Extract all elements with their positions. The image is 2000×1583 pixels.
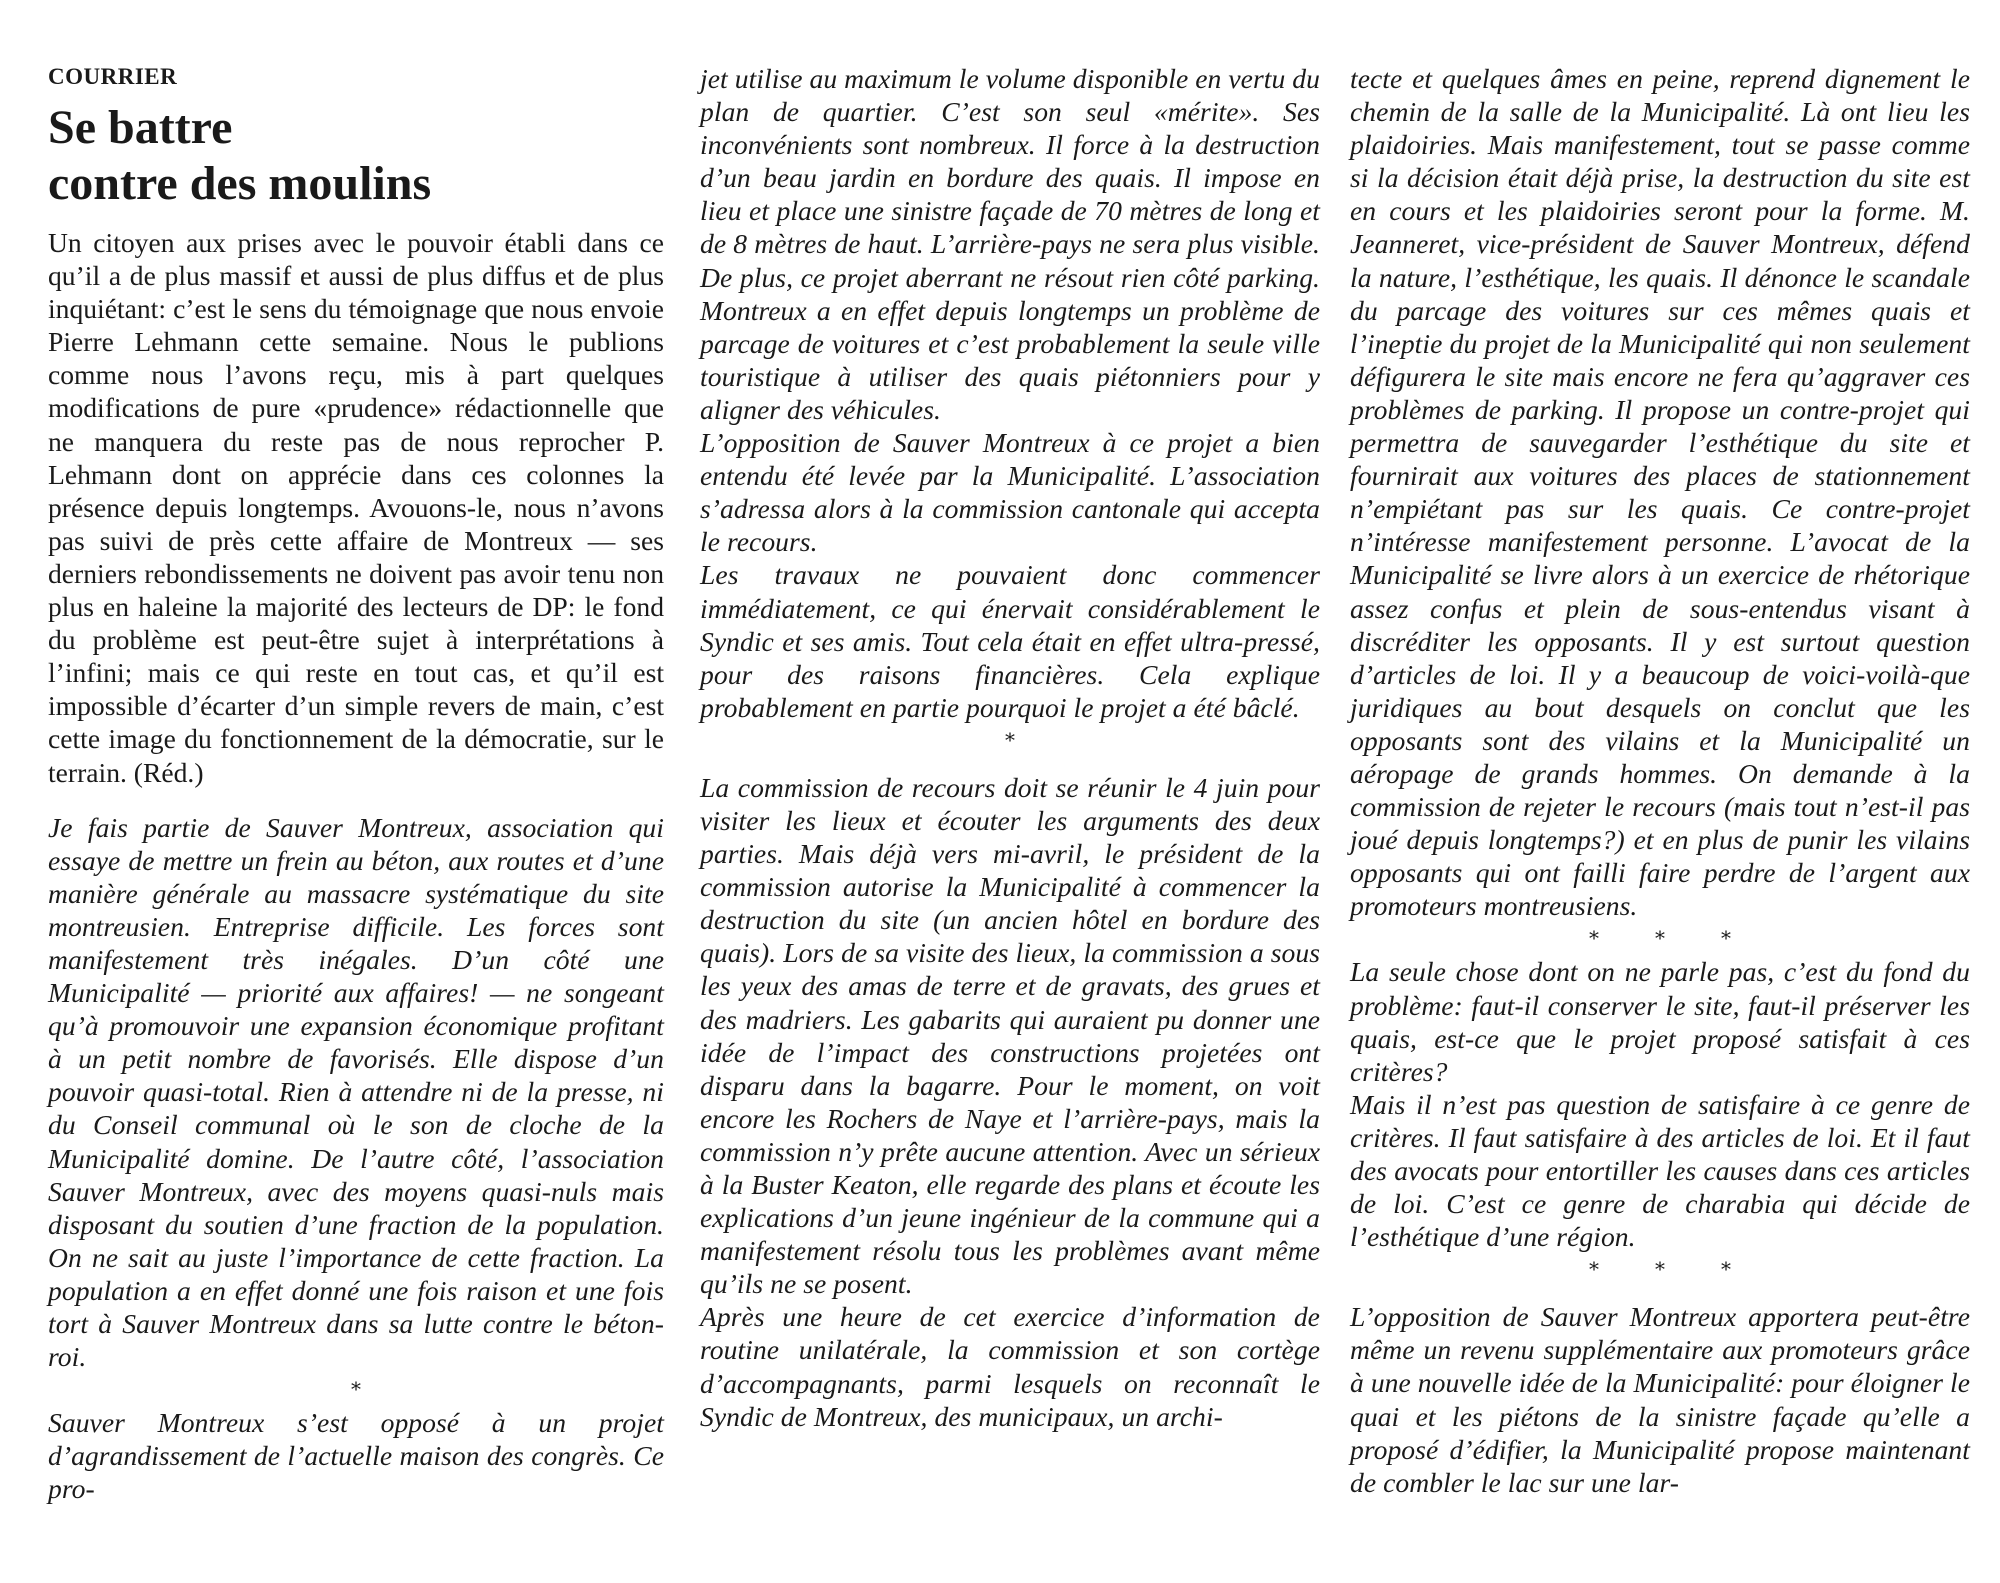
editorial-intro: Un citoyen aux prises avec le pouvoir établi dans ce qu’il a de plus massif et aussi de plus diffus et de plus inquiétant: c’est le sens du témoignage que nous envoie Pierre Lehmann cette semaine. Nous le publions comme nous l’avons reçu, mis à part quelques modifications de pure «prudence» rédactionnelle que ne manquera du reste pas de nous reprocher P. Lehmann dont on apprécie dans ces colonnes la présence depuis longtemps. Avouons-le, nous n’avons pas suivi de près cette affaire de Montreux — ses derniers rebondissements ne doivent pas avoir tenu non plus en haleine la majorité des lecteurs de DP: le fond du problème est peut-être sujet à interprétations à l’infini; mais ce qui reste en tout cas, et qu’il est impossible d’écarter d’un simple revers de main, c’est cette image du fonctionnement de la démocratie, sur le terrain. (Réd.) [48, 227, 664, 788]
separator-triple-asterisk: * * * [1589, 926, 1731, 951]
paragraph: tecte et quelques âmes en peine, reprend dignement le chemin de la salle de la Municipalité. Là ont lieu les plaidoiries. Mais manifestement, tout se passe comme si la décision était déjà prise, la destruction du site est en cours et les plaidoiries seront pour la forme. M. Jeanneret, vice-président de Sauver Montreux, défend la nature, l’esthétique, les quais. Il dénonce le scandale du parcage des voitures sur ces mêmes quais et l’ineptie du projet de la Municipalité qui non seulement défigurera le site mais encore ne fera qu’aggraver ces problèmes de parking. Il propose un contre-projet qui permettra de sauvegarder l’esthétique du site et fournirait aux voitures des places de stationnement n’empiétant pas sur les quais. Ce contre-projet n’intéresse manifestement personne. L’avocat de la Municipalité se livre alors à un exercice de rhétorique assez confus et plein de sous-entendus visant à discréditer les opposants. Il y est surtout question d’articles de loi. Il y a beaucoup de voici-voilà-que juridiques au bout desquels on conclut que les opposants sont des vilains et la Municipalité un aéropage de grands hommes. On demande à la commission de rejeter le recours (mais tout n’est-il pas joué depuis longtemps?) et en plus de punir les vilains opposants qui ont failli faire perdre de l’argent aux promoteurs montreusiens. [1350, 63, 1970, 922]
headline-line-2: contre des moulins [48, 157, 432, 210]
paragraph: jet utilise au maximum le volume disponible en vertu du plan de quartier. C’est son seul «mérite». Ses inconvénients sont nombreux. Il force à la destruction d’un beau jardin en bordure des quais. Il impose en lieu et place une sinistre façade de 70 mètres de long et de 8 mètres de haut. L’arrière-pays ne sera plus visible. De plus, ce projet aberrant ne résout rien côté parking. Montreux a en effet depuis longtemps un problème de parcage de voitures et c’est probablement la seule ville touristique à utiliser des quais piétonniers pour y aligner des véhicules. [700, 63, 1320, 425]
paragraph: Sauver Montreux s’est opposé à un projet d’agrandissement de l’actuelle maison des congrès. Ce pro- [48, 1407, 664, 1505]
paragraph: Après une heure de cet exercice d’information de routine unilatérale, la commission et son cortège d’accompagnants, parmi lesquels on reconnaît le Syndic de Montreux, des municipaux, un archi- [700, 1301, 1320, 1432]
headline-line-1: Se battre [48, 101, 233, 154]
paragraph: La seule chose dont on ne parle pas, c’est du fond du problème: faut-il conserver le site, faut-il préserver les quais, est-ce que le projet proposé satisfait à ces critères? [1350, 956, 1970, 1087]
paragraph: Mais il n’est pas question de satisfaire à ce genre de critères. Il faut satisfaire à des articles de loi. Et il faut des avocats pour entortiller les causes dans ces articles de loi. C’est ce genre de charabia qui décide de l’esthétique d’une région. [1350, 1088, 1970, 1253]
separator-asterisk: * [1005, 727, 1015, 752]
paragraph: L’opposition de Sauver Montreux apportera peut-être même un revenu supplémentaire aux promoteurs grâce à une nouvelle idée de la Municipalité: pour éloigner le quai et les piétons de la sinistre façade qu’elle a proposé d’édifier, la Municipalité propose maintenant de combler le lac sur une lar- [1350, 1301, 1970, 1498]
section-label: COURRIER [48, 64, 178, 89]
paragraph: Les travaux ne pouvaient donc commencer immédiatement, ce qui énervait considérablement le Syndic et ses amis. Tout cela était en effet ultra-pressé, pour des raisons financières. Cela explique probablement en partie pourquoi le projet a été bâclé. [700, 559, 1320, 723]
separator-asterisk: * [351, 1377, 361, 1402]
column-1 [48, 62, 664, 1505]
separator-triple-asterisk: * * * [1589, 1257, 1731, 1282]
paragraph: L’opposition de Sauver Montreux à ce projet a bien entendu été levée par la Municipalité. L’association s’adressa alors à la commission cantonale qui accepta le recours. [700, 427, 1320, 558]
column-2 [700, 62, 1320, 1433]
paragraph: Je fais partie de Sauver Montreux, association qui essaye de mettre un frein au béton, aux routes et d’une manière générale au massacre systématique du site montreusien. Entreprise difficile. Les forces sont manifestement très inégales. D’un côté une Municipalité — priorité aux affaires! — ne songeant qu’à promouvoir une expansion économique profitant à un petit nombre de favorisés. Elle dispose d’un pouvoir quasi-total. Rien à attendre ni de la presse, ni du Conseil communal où le son de cloche de la Municipalité domine. De l’autre côté, l’association Sauver Montreux, avec des moyens quasi-nuls mais disposant du soutien d’une fraction de la population. On ne sait au juste l’importance de cette fraction. La population a en effet donné une fois raison et une fois tort à Sauver Montreux dans sa lutte contre le béton-roi. [48, 811, 664, 1373]
paragraph: La commission de recours doit se réunir le 4 juin pour visiter les lieux et écouter les arguments des deux parties. Mais déjà vers mi-avril, le président de la commission autorise la Municipalité à commencer la destruction du site (un ancien hôtel en bordure des quais). Lors de sa visite des lieux, la commission a sous les yeux des amas de terre et de gravats, des grues et des madriers. Les gabarits qui auraient pu donner une idée de l’impact des constructions projetées ont disparu dans la bagarre. Pour le moment, on voit encore les Rochers de Naye et l’arrière-pays, mais la commission n’y prête aucune attention. Avec un sérieux à la Buster Keaton, elle regarde des plans et écoute les explications d’un jeune ingénieur de la commune qui a manifestement résolu tous les problèmes avant même qu’ils ne se posent. [700, 771, 1320, 1300]
column-3 [1350, 62, 1970, 1499]
headline [48, 100, 664, 212]
